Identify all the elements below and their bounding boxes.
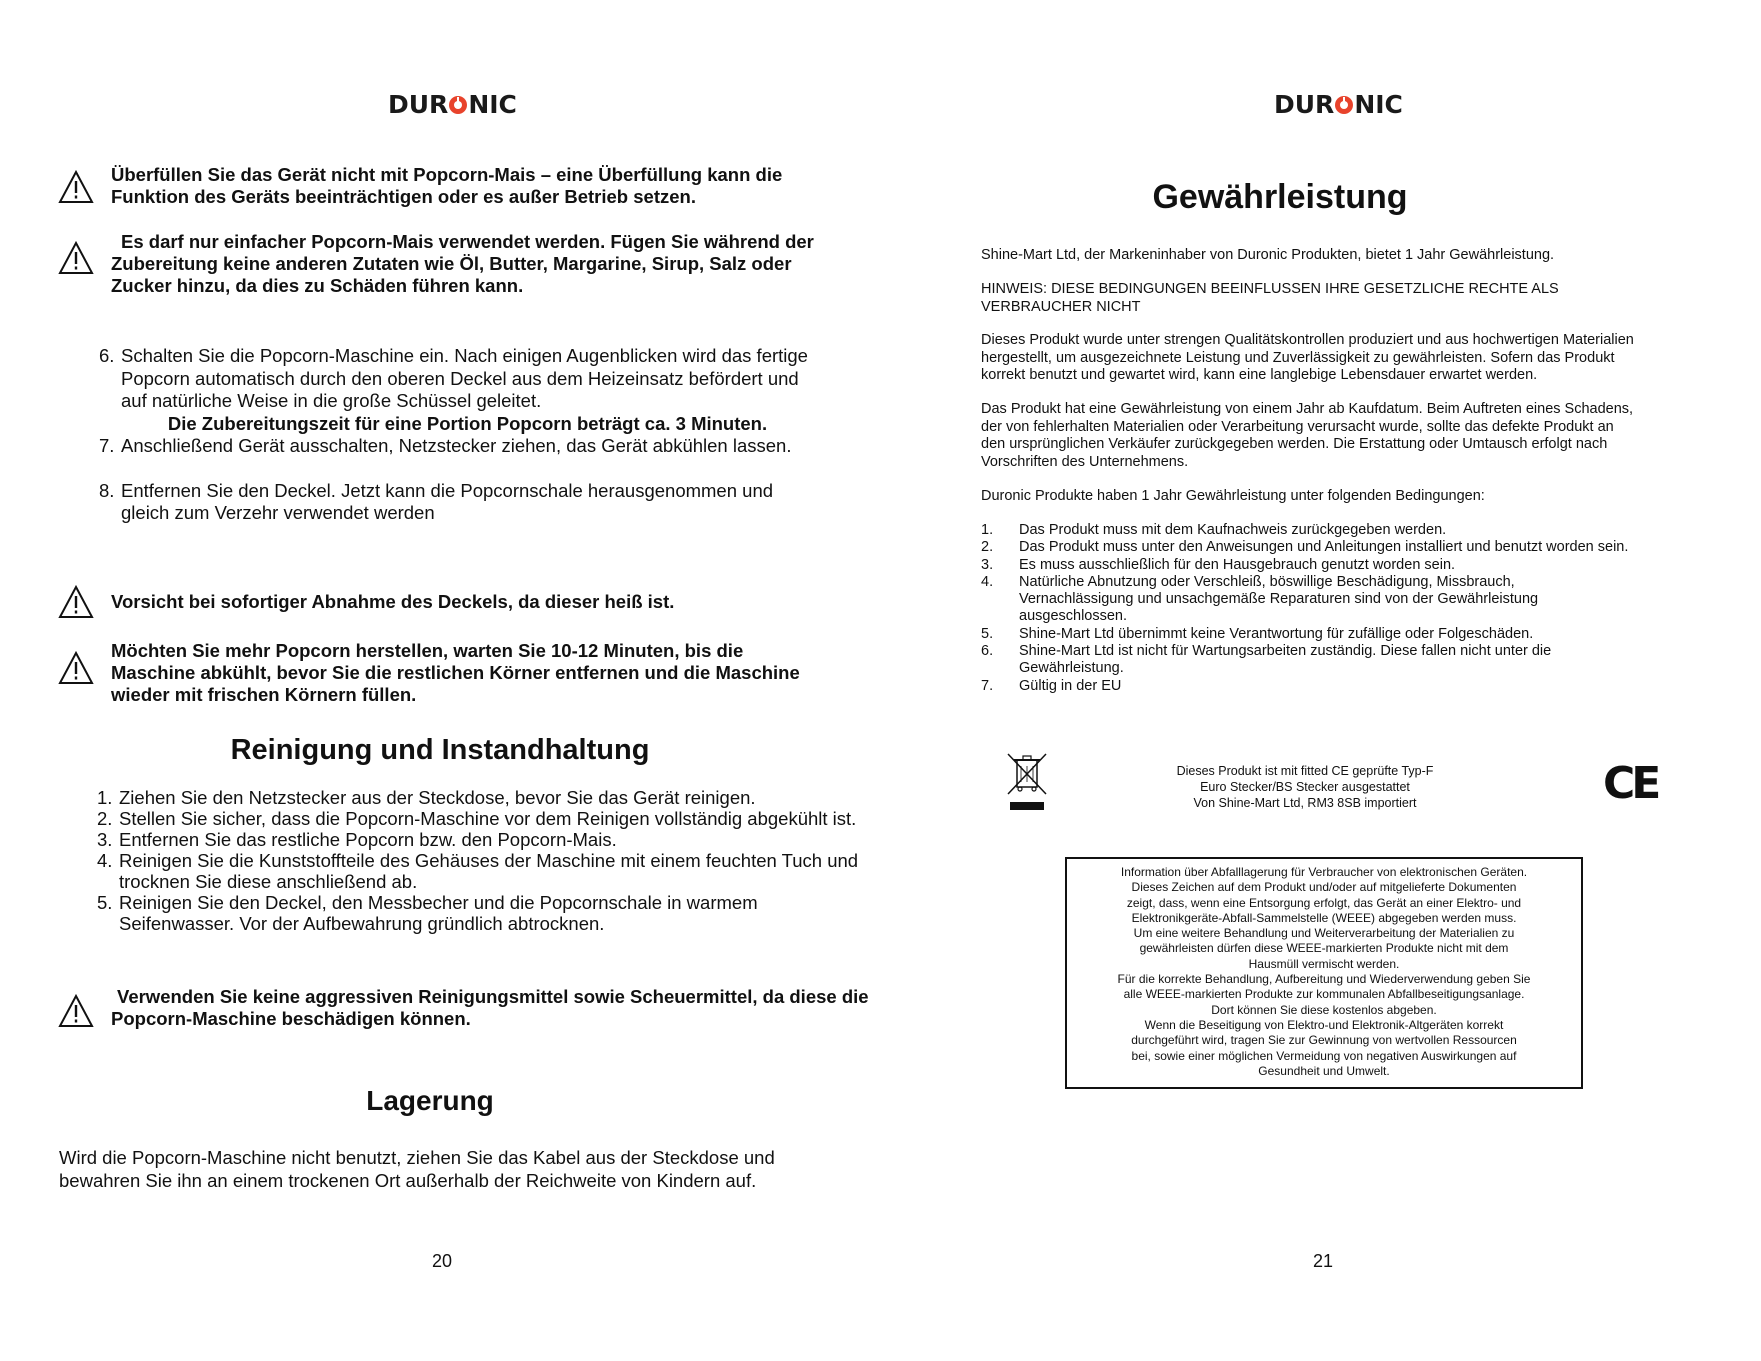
weee-bin-icon [1006,752,1048,812]
weee-line: Dieses Zeichen auf dem Produkt und/oder auf mitgelieferte Dokumenten [1131,880,1517,895]
quality-text: Dieses Produkt wurde unter strengen Qualitätskontrollen produziert und aus hochwertigen Materialien hergestellt, um ausgezeichnete Leistung und Zuverlässigkeit zu gewährleisten. Sofern das Produkt korrekt benutzt und gewartet wird, kann eine langlebige Lebensdauer erwartet werden. [981,332,1634,383]
duronic-logo [388,90,517,119]
list-text: Natürliche Abnutzung oder Verschleiß, böswillige Beschädigung, Missbrauch, Vernachlässigung und unsachgemäße Reparaturen sind von der Gewährleistung ausgeschlossen. [1019,573,1539,625]
list-text: Ziehen Sie den Netzstecker aus der Steckdose, bevor Sie das Gerät reinigen. [119,787,756,808]
conditions-intro: Duronic Produkte haben 1 Jahr Gewährleistung unter folgenden Bedingungen: [981,488,1485,504]
weee-line: Hausmüll vermischt werden. [1248,956,1400,971]
page-number: 20 [432,1251,453,1271]
warning-text: Möchten Sie mehr Popcorn herstellen, warten Sie 10-12 Minuten, bis die Maschine abkühlt, bevor Sie die restlichen Körner entfernen und die Maschine wieder mit frischen Körnern füllen. [111,640,800,705]
list-item [99,413,814,436]
list-text: Das Produkt muss unter den Anweisungen und Anleitungen installiert und benutzt worden sein. [1019,539,1629,556]
warranty-terms-text: Das Produkt hat eine Gewährleistung von einem Jahr ab Kaufdatum. Beim Auftreten eines Schadens, der von fehlerhalten Materialien oder Verarbeitung verursacht wurde, sollte das defekte Produkt an den ursprünglichen Verkäufer zurückgegeben werden. Die Erstattung oder Umtausch erfolgt nach Vorschriften des Unternehmens. [981,401,1634,470]
left-page [0,0,880,1361]
steps-list [99,345,814,525]
warning-cleaning-agents [58,986,878,1030]
warning-text: Vorsicht bei sofortiger Abnahme des Deckels, da dieser heiß ist. [111,591,675,612]
list-text: Das Produkt muss mit dem Kaufnachweis zurückgegeben werden. [1019,522,1447,538]
list-number: 5. [97,892,113,913]
list-text: Entfernen Sie den Deckel. Jetzt kann die Popcornschale herausgenommen und gleich zum Verzehr verwendet werden [121,479,774,523]
list-item [99,480,814,525]
duronic-logo [1274,90,1403,119]
list-item [981,626,1641,643]
weee-line: Information über Abfalllagerung für Verbraucher von elektronischen Geräten. [1120,865,1528,879]
list-number: 2. [97,808,113,829]
weee-line: durchgeführt wird, tragen Sie zur Gewinnung von wertvollen Ressourcen [1131,1033,1517,1048]
storage-text: Wird die Popcorn-Maschine nicht benutzt, ziehen Sie das Kabel aus der Steckdose und bewahren Sie ihn an einem trockenen Ort außerhalb der Reichweite von Kindern auf. [59,1147,775,1191]
warranty-intro: Shine-Mart Ltd, der Markeninhaber von Duronic Produkten, bietet 1 Jahr Gewährleistung. [981,247,1555,263]
list-number: 6. [99,345,115,366]
list-number: 1. [97,787,113,808]
cleaning-list [97,787,872,934]
list-item [981,678,1641,695]
warning-triangle-icon [58,651,94,685]
list-text: Stellen Sie sicher, dass die Popcorn-Maschine vor dem Reinigen vollständig abgekühlt ist. [119,808,857,829]
list-number: 8. [99,479,115,501]
list-item [981,539,1641,556]
duronic-logo-icon [449,96,467,114]
list-text: Shine-Mart Ltd ist nicht für Wartungsarbeiten zuständig. Diese fallen nicht unter die Gewährleistung. [1019,643,1552,677]
right-page [880,0,1761,1361]
warning-overfill [58,164,848,208]
warning-text: Überfüllen Sie das Gerät nicht mit Popcorn-Mais – eine Überfüllung kann die Funktion des Geräts beeinträchtigen oder es außer Betrieb setzen. [111,164,783,207]
list-text: Shine-Mart Ltd übernimmt keine Verantwortung für zufällige oder Folgeschäden. [1019,625,1534,642]
warranty-heading: Gewährleistung [1152,178,1408,216]
weee-line: Für die korrekte Behandlung, Aufbereitung und Wiederverwendung geben Sie [1117,972,1531,987]
list-item [97,850,872,892]
duronic-logo-icon [1335,96,1353,114]
list-number: 5. [981,625,994,642]
warning-text: Es darf nur einfacher Popcorn-Mais verwendet werden. Fügen Sie während der Zubereitung keine anderen Zutaten wie Öl, Butter, Margarine, Sirup, Salz oder Zucker hinzu, da dies zu Schäden führen kann. [111,231,814,296]
page-number: 21 [1313,1251,1334,1271]
warning-ingredients [58,231,848,297]
ce-line: Euro Stecker/BS Stecker ausgestattet [1200,780,1410,794]
list-number: 7. [99,435,115,456]
list-text: Anschließend Gerät ausschalten, Netzstecker ziehen, das Gerät abkühlen lassen. [121,435,792,456]
ce-line: Dieses Produkt ist mit fitted CE geprüfte Typ-F [1176,764,1434,778]
list-item [97,892,872,934]
weee-line: alle WEEE-markierten Produkte zur kommunalen Abfallbeseitigungsanlage. [1123,987,1525,1002]
weee-line: Elektronikgeräte-Abfall-Sammelstelle (WEEE) abgegeben werden muss. [1131,910,1517,925]
warning-triangle-icon [58,585,94,619]
weee-info-box [1065,857,1583,1089]
weee-line: bei, sowie einer möglichen Vermeidung von negativen Auswirkungen auf [1131,1048,1517,1063]
list-text: Schalten Sie die Popcorn-Maschine ein. Nach einigen Augenblicken wird das fertige Popcorn automatisch durch den oberen Deckel aus dem Heizeinsatz befördert und auf natürliche Weise in die große Schüssel geleitet. [121,345,808,411]
list-item [99,435,814,458]
list-text: Entfernen Sie das restliche Popcorn bzw. den Popcorn-Mais. [119,829,617,850]
list-item [97,808,872,829]
conditions-list [981,522,1641,695]
list-number: 3. [97,829,113,850]
weee-line: Um eine weitere Behandlung und Weiterverarbeitung der Materialien zu [1133,926,1515,941]
list-item [981,557,1641,574]
list-item [981,574,1641,626]
list-item [97,829,872,850]
logo-text-left: DUR [388,90,449,119]
list-text: Reinigen Sie den Deckel, den Messbecher und die Popcornschale in warmem Seifenwasser. Vor der Aufbewahrung gründlich abtrocknen. [119,892,758,934]
ce-info [1130,763,1480,811]
weee-line: Wenn die Beseitigung von Elektro-und Elektronik-Altgeräten korrekt [1144,1017,1504,1032]
list-item [981,522,1641,539]
warning-triangle-icon [58,994,94,1028]
list-number: 4. [981,573,994,590]
list-number: 1. [981,522,994,538]
list-number: 3. [981,556,994,573]
list-text: Es muss ausschließlich für den Hausgebrauch genutzt worden sein. [1019,556,1456,573]
logo-text-left: DUR [1274,90,1335,119]
list-number: 2. [981,539,994,556]
warning-lid-hot [58,585,848,619]
list-number: 7. [981,677,994,694]
list-text: Die Zubereitungszeit für eine Portion Popcorn beträgt ca. 3 Minuten. [167,412,768,434]
warning-triangle-icon [58,170,94,204]
warning-text: Verwenden Sie keine aggressiven Reinigungsmittel sowie Scheuermittel, da diese die Popcorn-Maschine beschädigen können. [111,986,869,1029]
list-item [981,643,1641,678]
list-text: Gültig in der EU [1019,677,1122,694]
logo-text-right: NIC [1354,90,1403,119]
list-number: 6. [981,643,994,660]
list-number: 4. [97,850,113,871]
storage-heading: Lagerung [366,1085,494,1116]
ce-line: Von Shine-Mart Ltd, RM3 8SB importiert [1193,796,1417,810]
logo-text-right: NIC [468,90,517,119]
ce-mark-icon: CE [1603,758,1658,809]
weee-line: Dort können Sie diese kostenlos abgeben. [1211,1002,1437,1017]
list-text: Reinigen Sie die Kunststoffteile des Gehäuses der Maschine mit einem feuchten Tuch und trocknen Sie diese anschließend ab. [119,850,859,892]
cleaning-heading: Reinigung und Instandhaltung [230,734,650,766]
weee-line: Gesundheit und Umwelt. [1258,1063,1390,1078]
warranty-notice: HINWEIS: DIESE BEDINGUNGEN BEEINFLUSSEN IHRE GESETZLICHE RECHTE ALS VERBRAUCHER NICHT [981,281,1559,315]
list-item [99,345,814,413]
warning-triangle-icon [58,241,94,275]
list-item [97,787,872,808]
weee-line: zeigt, dass, wenn eine Entsorgung erfolgt, das Gerät an einer Elektro- und [1126,895,1522,910]
weee-line: gewährleisten dürfen diese WEEE-markierten Produkte nicht mit dem [1139,941,1509,956]
warning-cooldown [58,640,848,706]
